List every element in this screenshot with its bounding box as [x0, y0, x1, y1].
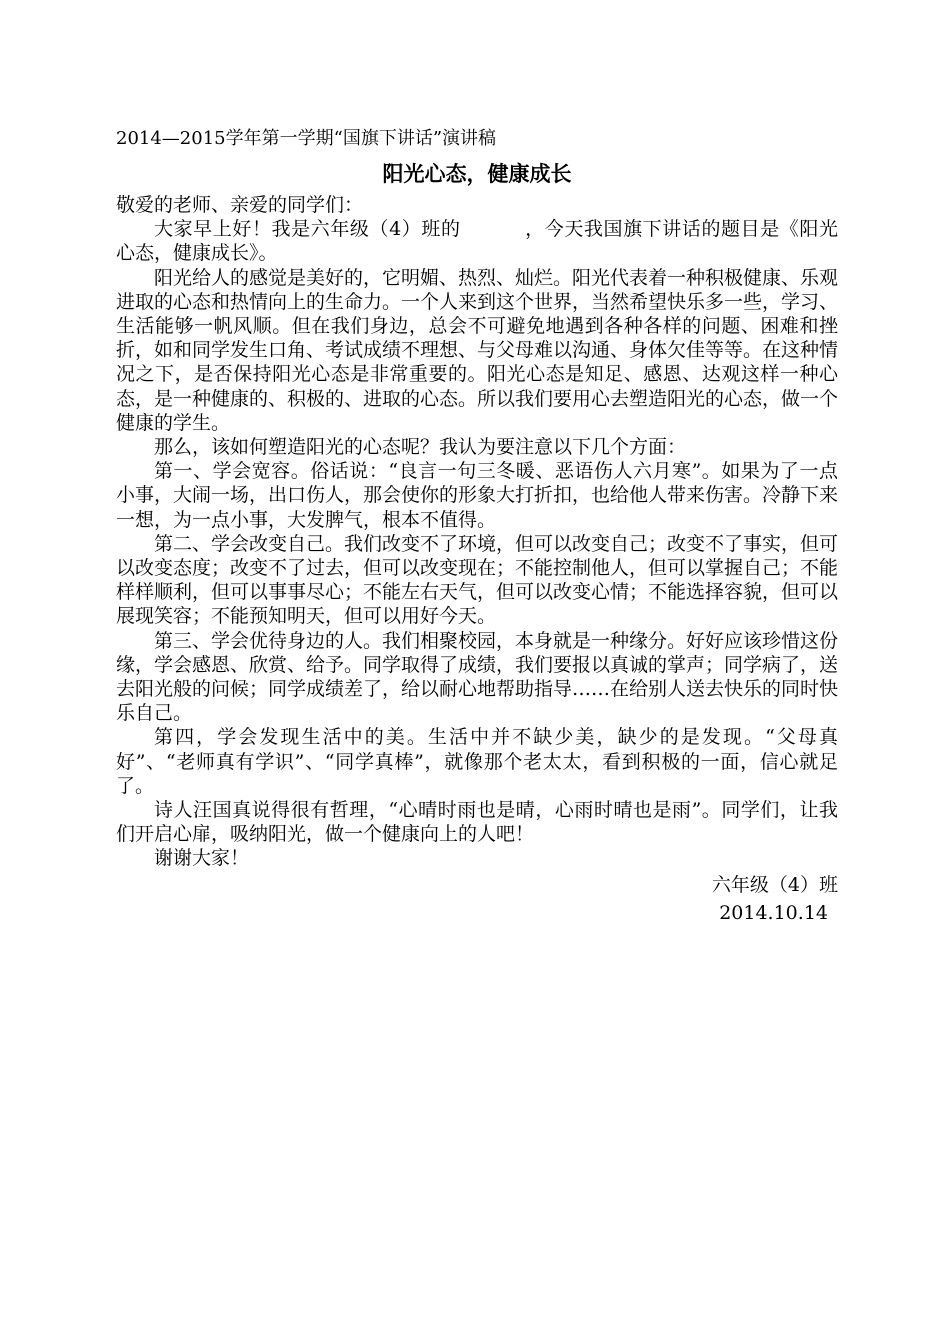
paragraph-closing: 诗人汪国真说得很有哲理，“心晴时雨也是晴，心雨时晴也是雨”。同学们，让我们开启心扉，吸纳阳光，做一个健康向上的人吧！ — [116, 799, 838, 846]
intro-after-blank: ，今天我国旗下讲话的题目是《阳光心态，健康成长》。 — [116, 218, 838, 265]
document-header: 2014—2015学年第一学期“国旗下讲话”演讲稿 — [116, 128, 497, 149]
paragraph-point-one: 第一、学会宽容。俗话说：“良言一句三冬暖、恶语伤人六月寒”。如果为了一点小事，大闹一场，出口伤人，那会使你的形象大打折扣，也给他人带来伤害。冷静下来一想，为一点小事，大发脾气，根本不值得。 — [116, 460, 839, 531]
intro-paragraph — [116, 217, 838, 265]
paragraph-point-four: 第四，学会发现生活中的美。生活中并不缺少美，缺少的是发现。“父母真好”、“老师真有学识”、“同学真棒”，就像那个老太太，看到积极的一面，信心就足了。 — [116, 726, 838, 797]
document-body — [116, 193, 838, 871]
paragraph-point-two: 第二、学会改变自己。我们改变不了环境，但可以改变自己；改变不了事实，但可以改变态度；改变不了过去，但可以改变现在；不能控制他人，但可以掌握自己；不能样样顺利，但可以事事尽心；不能左右天气，但可以改变心情；不能选择容貌，但可以展现笑容；不能预知明天，但可以用好今天。 — [116, 532, 839, 628]
signature-class: 六年级（4）班 — [711, 873, 838, 896]
paragraph-point-three: 第三、学会优待身边的人。我们相聚校园，本身就是一种缘分。好好应该珍惜这份缘，学会感恩、欣赏、给予。同学取得了成绩，我们要报以真诚的掌声；同学病了，送去阳光般的问候；同学成绩差了，给以耐心地帮助指导……在给别人送去快乐的同时快乐自己。 — [116, 629, 839, 725]
document-title: 阳光心态，健康成长 — [382, 162, 572, 186]
intro-before-blank: 大家早上好！我是六年级（4）班的 — [154, 218, 461, 241]
signature-date: 2014.10.14 — [719, 901, 828, 924]
signature-block — [116, 871, 838, 927]
paragraph-sunshine: 阳光给人的感觉是美好的，它明媚、热烈、灿烂。阳光代表着一种积极健康、乐观进取的心态和热情向上的生命力。一个人来到这个世界，当然希望快乐多一些，学习、生活能够一帆风顺。但在我们身边，总会不可避免地遇到各种各样的问题、困难和挫折，如和同学发生口角、考试成绩不理想、与父母难以沟通、身体欠佳等等。在这种情况之下，是否保持阳光心态是非常重要的。阳光心态是知足、感恩、达观这样一种心态，是一种健康的、积极的、进取的心态。所以我们要用心去塑造阳光的心态，做一个健康的学生。 — [116, 266, 839, 434]
document-content — [116, 127, 838, 927]
paragraph-thanks: 谢谢大家！ — [154, 847, 250, 870]
paragraph-question: 那么，该如何塑造阳光的心态呢？我认为要注意以下几个方面： — [154, 436, 687, 459]
greeting: 敬爱的老师、亲爱的同学们： — [116, 194, 364, 216]
